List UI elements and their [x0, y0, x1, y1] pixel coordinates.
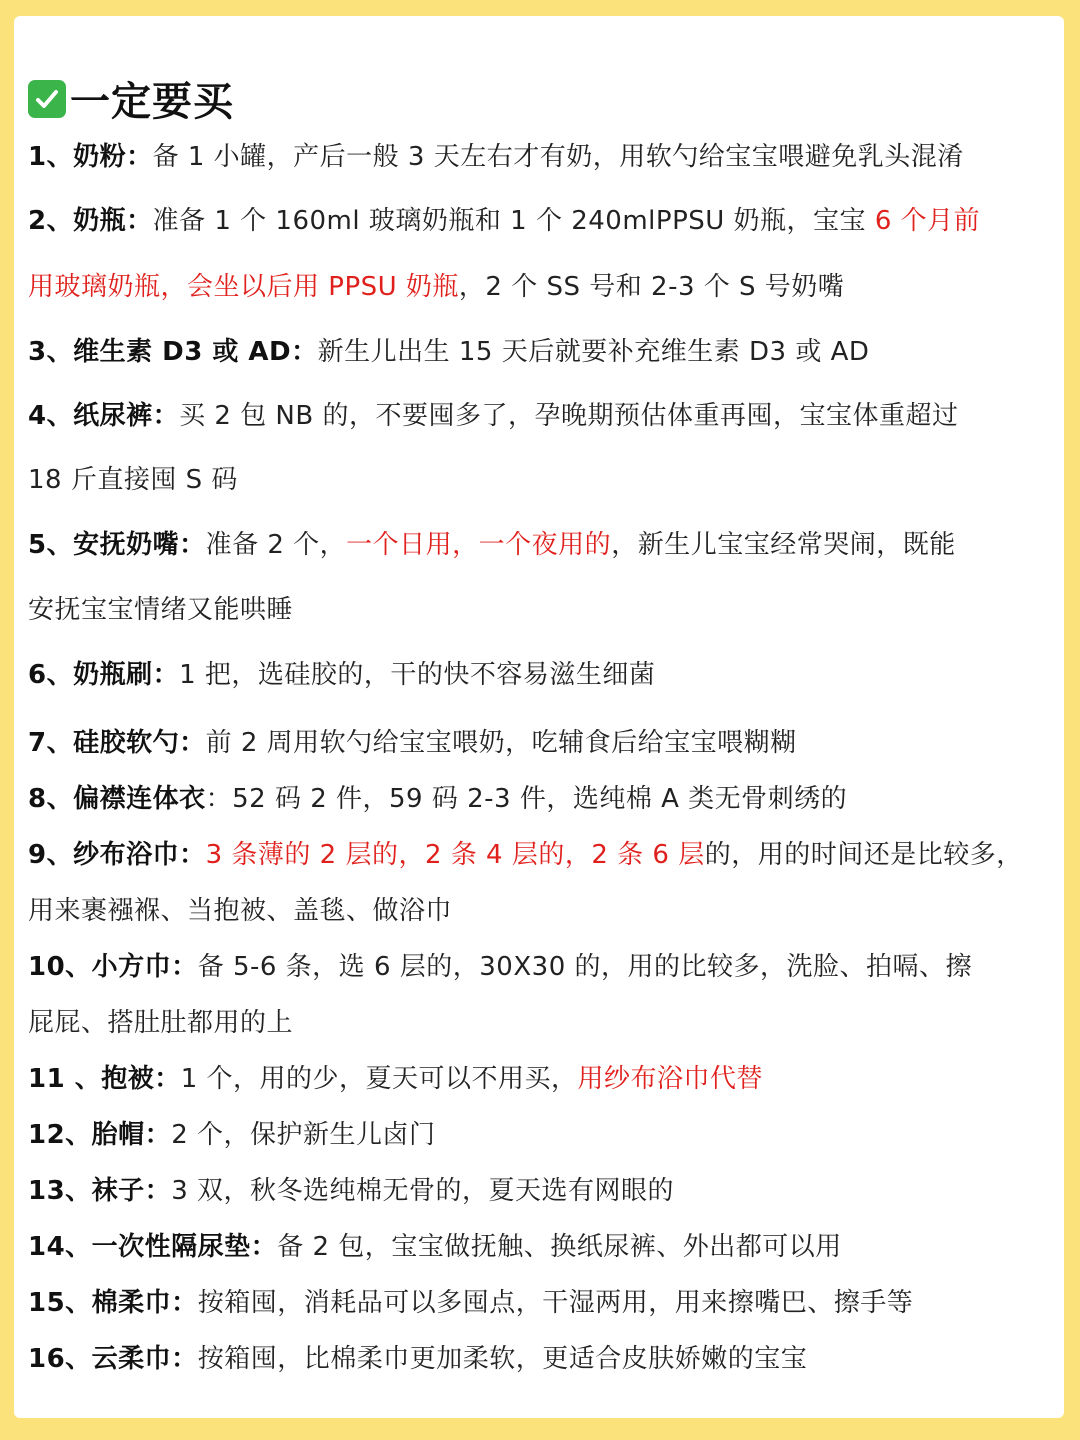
page-title-text: 一定要买 — [70, 79, 234, 125]
page-title — [28, 70, 234, 127]
list-item-continuation: 18 斤直接囤 S 码 — [28, 465, 238, 495]
list-item: 4、纸尿裤：买 2 包 NB 的，不要囤多了，孕晚期预估体重再囤，宝宝体重超过 — [28, 401, 959, 431]
list-item: 1、奶粉：备 1 小罐，产后一般 3 天左右才有奶，用软勺给宝宝喂避免乳头混淆 — [28, 142, 964, 172]
list-item: 3、维生素 D3 或 AD：新生儿出生 15 天后就要补充维生素 D3 或 AD — [28, 337, 870, 367]
list-item: 10、小方巾：备 5-6 条，选 6 层的，30X30 的，用的比较多，洗脸、拍嗝、擦 — [28, 952, 972, 982]
list-item: 7、硅胶软勺：前 2 周用软勺给宝宝喂奶，吃辅食后给宝宝喂糊糊 — [28, 728, 797, 758]
list-item: 6、奶瓶刷：1 把，选硅胶的，干的快不容易滋生细菌 — [28, 660, 656, 690]
list-item: 16、云柔巾：按箱囤，比棉柔巾更加柔软，更适合皮肤娇嫩的宝宝 — [28, 1344, 808, 1374]
list-item-continuation: 安抚宝宝情绪又能哄睡 — [28, 595, 294, 625]
list-item-continuation: 用玻璃奶瓶，会坐以后用 PPSU 奶瓶，2 个 SS 号和 2-3 个 S 号奶嘴 — [28, 272, 845, 302]
list-item: 2、奶瓶：准备 1 个 160ml 玻璃奶瓶和 1 个 240mlPPSU 奶瓶，宝宝 6 个月前 — [28, 206, 981, 236]
list-item-continuation: 用来裹襁褓、当抱被、盖毯、做浴巾 — [28, 896, 453, 926]
list-item: 13、袜子：3 双，秋冬选纯棉无骨的，夏天选有网眼的 — [28, 1176, 674, 1206]
list-item: 8、偏襟连体衣：52 码 2 件，59 码 2-3 件，选纯棉 A 类无骨刺绣的 — [28, 784, 848, 814]
content-card — [14, 16, 1064, 1418]
list-item-continuation: 屁屁、搭肚肚都用的上 — [28, 1008, 294, 1038]
check-mark-icon — [28, 80, 66, 118]
list-item: 14、一次性隔尿垫：备 2 包，宝宝做抚触、换纸尿裤、外出都可以用 — [28, 1232, 842, 1262]
list-item: 11 、抱被：1 个，用的少，夏天可以不用买，用纱布浴巾代替 — [28, 1064, 764, 1094]
list-item: 15、棉柔巾：按箱囤，消耗品可以多囤点，干湿两用，用来擦嘴巴、擦手等 — [28, 1288, 914, 1318]
list-item: 12、胎帽：2 个，保护新生儿卤门 — [28, 1120, 436, 1150]
list-item: 5、安抚奶嘴：准备 2 个，一个日用，一个夜用的，新生儿宝宝经常哭闹，既能 — [28, 530, 956, 560]
list-item: 9、纱布浴巾：3 条薄的 2 层的，2 条 4 层的，2 条 6 层的，用的时间还是比较多， — [28, 840, 1023, 870]
